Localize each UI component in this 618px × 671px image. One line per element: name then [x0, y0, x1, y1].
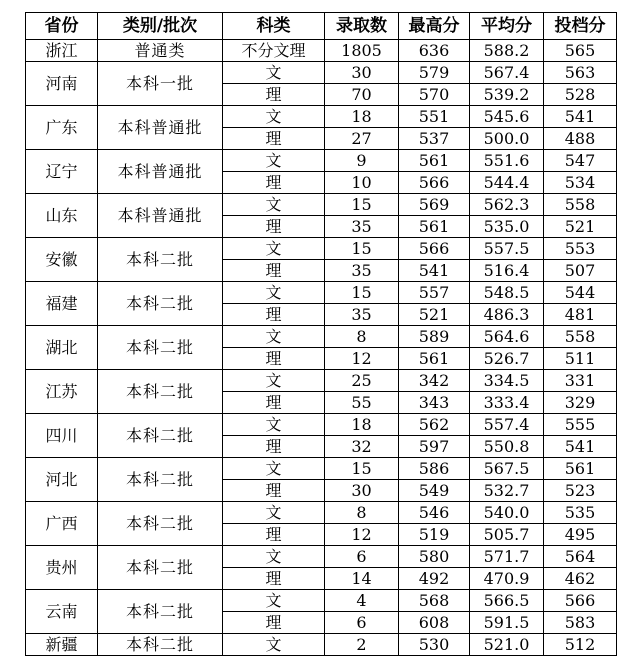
cell-cutoff-score: 563 [544, 62, 617, 84]
cell-cutoff-score: 558 [544, 326, 617, 348]
cell-cutoff-score: 541 [544, 436, 617, 458]
cell-avg-score: 526.7 [470, 348, 544, 370]
cell-track: 理 [223, 480, 325, 502]
header-max-score: 最高分 [399, 13, 470, 40]
cell-max-score: 343 [399, 392, 470, 414]
cell-admitted: 25 [325, 370, 399, 392]
cell-max-score: 530 [399, 634, 470, 656]
cell-admitted: 18 [325, 414, 399, 436]
cell-max-score: 568 [399, 590, 470, 612]
cell-admitted: 9 [325, 150, 399, 172]
cell-cutoff-score: 565 [544, 40, 617, 62]
cell-max-score: 561 [399, 216, 470, 238]
cell-avg-score: 545.6 [470, 106, 544, 128]
cell-track: 文 [223, 62, 325, 84]
cell-admitted: 6 [325, 546, 399, 568]
header-admitted: 录取数 [325, 13, 399, 40]
cell-cutoff-score: 462 [544, 568, 617, 590]
cell-admitted: 12 [325, 348, 399, 370]
cell-track: 文 [223, 546, 325, 568]
table-body [26, 40, 617, 656]
cell-track: 文 [223, 590, 325, 612]
cell-max-score: 557 [399, 282, 470, 304]
cell-track: 理 [223, 128, 325, 150]
table-row [26, 194, 617, 216]
cell-category: 本科普通批 [98, 106, 223, 150]
cell-avg-score: 567.5 [470, 458, 544, 480]
cell-max-score: 551 [399, 106, 470, 128]
cell-max-score: 537 [399, 128, 470, 150]
cell-province: 山东 [26, 194, 98, 238]
header-avg-score: 平均分 [470, 13, 544, 40]
cell-cutoff-score: 481 [544, 304, 617, 326]
table-row [26, 238, 617, 260]
cell-avg-score: 550.8 [470, 436, 544, 458]
cell-cutoff-score: 566 [544, 590, 617, 612]
cell-cutoff-score: 511 [544, 348, 617, 370]
cell-province: 河南 [26, 62, 98, 106]
cell-track: 文 [223, 326, 325, 348]
cell-cutoff-score: 495 [544, 524, 617, 546]
cell-max-score: 579 [399, 62, 470, 84]
header-province: 省份 [26, 13, 98, 40]
cell-avg-score: 333.4 [470, 392, 544, 414]
cell-avg-score: 557.4 [470, 414, 544, 436]
cell-track: 理 [223, 524, 325, 546]
cell-cutoff-score: 541 [544, 106, 617, 128]
cell-track: 理 [223, 612, 325, 634]
cell-max-score: 492 [399, 568, 470, 590]
cell-category: 本科二批 [98, 634, 223, 656]
cell-avg-score: 532.7 [470, 480, 544, 502]
cell-avg-score: 564.6 [470, 326, 544, 348]
table-header [26, 13, 617, 40]
cell-max-score: 566 [399, 238, 470, 260]
cell-track: 理 [223, 260, 325, 282]
cell-admitted: 18 [325, 106, 399, 128]
cell-avg-score: 557.5 [470, 238, 544, 260]
cell-category: 本科二批 [98, 326, 223, 370]
table-row [26, 546, 617, 568]
cell-track: 文 [223, 502, 325, 524]
table-row [26, 502, 617, 524]
cell-cutoff-score: 547 [544, 150, 617, 172]
cell-max-score: 561 [399, 348, 470, 370]
cell-cutoff-score: 331 [544, 370, 617, 392]
cell-track: 理 [223, 172, 325, 194]
cell-track: 理 [223, 568, 325, 590]
cell-category: 本科一批 [98, 62, 223, 106]
cell-province: 新疆 [26, 634, 98, 656]
header-cutoff-score: 投档分 [544, 13, 617, 40]
cell-max-score: 589 [399, 326, 470, 348]
cell-category: 本科二批 [98, 590, 223, 634]
cell-track: 文 [223, 106, 325, 128]
table-row [26, 62, 617, 84]
cell-province: 河北 [26, 458, 98, 502]
cell-max-score: 580 [399, 546, 470, 568]
cell-max-score: 546 [399, 502, 470, 524]
cell-avg-score: 500.0 [470, 128, 544, 150]
cell-admitted: 30 [325, 62, 399, 84]
cell-category: 本科二批 [98, 238, 223, 282]
cell-avg-score: 521.0 [470, 634, 544, 656]
header-category: 类别/批次 [98, 13, 223, 40]
cell-track: 文 [223, 634, 325, 656]
cell-avg-score: 588.2 [470, 40, 544, 62]
cell-category: 本科二批 [98, 502, 223, 546]
cell-province: 福建 [26, 282, 98, 326]
cell-province: 安徽 [26, 238, 98, 282]
cell-track: 文 [223, 194, 325, 216]
cell-max-score: 541 [399, 260, 470, 282]
table-row [26, 458, 617, 480]
cell-admitted: 12 [325, 524, 399, 546]
cell-track: 理 [223, 216, 325, 238]
cell-max-score: 636 [399, 40, 470, 62]
cell-cutoff-score: 553 [544, 238, 617, 260]
cell-admitted: 1805 [325, 40, 399, 62]
cell-province: 辽宁 [26, 150, 98, 194]
cell-track: 理 [223, 304, 325, 326]
cell-track: 文 [223, 238, 325, 260]
cell-avg-score: 544.4 [470, 172, 544, 194]
cell-cutoff-score: 535 [544, 502, 617, 524]
cell-admitted: 15 [325, 194, 399, 216]
table-row [26, 282, 617, 304]
cell-track: 文 [223, 150, 325, 172]
cell-province: 湖北 [26, 326, 98, 370]
header-track: 科类 [223, 13, 325, 40]
cell-avg-score: 486.3 [470, 304, 544, 326]
cell-max-score: 521 [399, 304, 470, 326]
table-row [26, 414, 617, 436]
cell-cutoff-score: 561 [544, 458, 617, 480]
cell-cutoff-score: 512 [544, 634, 617, 656]
table-row [26, 370, 617, 392]
cell-admitted: 6 [325, 612, 399, 634]
cell-cutoff-score: 555 [544, 414, 617, 436]
cell-admitted: 15 [325, 458, 399, 480]
cell-admitted: 10 [325, 172, 399, 194]
cell-category: 本科普通批 [98, 150, 223, 194]
cell-max-score: 569 [399, 194, 470, 216]
cell-avg-score: 470.9 [470, 568, 544, 590]
cell-avg-score: 535.0 [470, 216, 544, 238]
cell-admitted: 30 [325, 480, 399, 502]
cell-cutoff-score: 507 [544, 260, 617, 282]
cell-avg-score: 566.5 [470, 590, 544, 612]
cell-province: 浙江 [26, 40, 98, 62]
cell-admitted: 35 [325, 216, 399, 238]
cell-track: 文 [223, 458, 325, 480]
cell-max-score: 608 [399, 612, 470, 634]
cell-avg-score: 505.7 [470, 524, 544, 546]
cell-admitted: 15 [325, 282, 399, 304]
table-row [26, 150, 617, 172]
cell-max-score: 570 [399, 84, 470, 106]
cell-track: 理 [223, 84, 325, 106]
cell-cutoff-score: 521 [544, 216, 617, 238]
cell-max-score: 586 [399, 458, 470, 480]
cell-category: 本科二批 [98, 414, 223, 458]
cell-admitted: 35 [325, 304, 399, 326]
cell-admitted: 15 [325, 238, 399, 260]
cell-track: 理 [223, 436, 325, 458]
table-row [26, 590, 617, 612]
cell-category: 本科二批 [98, 546, 223, 590]
cell-avg-score: 548.5 [470, 282, 544, 304]
cell-avg-score: 334.5 [470, 370, 544, 392]
cell-avg-score: 591.5 [470, 612, 544, 634]
cell-cutoff-score: 488 [544, 128, 617, 150]
cell-track: 理 [223, 392, 325, 414]
cell-admitted: 27 [325, 128, 399, 150]
cell-admitted: 35 [325, 260, 399, 282]
cell-avg-score: 540.0 [470, 502, 544, 524]
cell-max-score: 342 [399, 370, 470, 392]
cell-province: 贵州 [26, 546, 98, 590]
cell-avg-score: 539.2 [470, 84, 544, 106]
cell-max-score: 597 [399, 436, 470, 458]
cell-cutoff-score: 528 [544, 84, 617, 106]
cell-cutoff-score: 558 [544, 194, 617, 216]
cell-avg-score: 567.4 [470, 62, 544, 84]
admission-score-table [25, 12, 617, 656]
cell-track: 文 [223, 370, 325, 392]
cell-track: 文 [223, 414, 325, 436]
cell-province: 云南 [26, 590, 98, 634]
cell-admitted: 70 [325, 84, 399, 106]
cell-admitted: 14 [325, 568, 399, 590]
cell-track: 不分文理 [223, 40, 325, 62]
table-row [26, 326, 617, 348]
cell-track: 文 [223, 282, 325, 304]
cell-admitted: 4 [325, 590, 399, 612]
cell-cutoff-score: 583 [544, 612, 617, 634]
cell-province: 广西 [26, 502, 98, 546]
cell-max-score: 549 [399, 480, 470, 502]
cell-avg-score: 562.3 [470, 194, 544, 216]
cell-admitted: 8 [325, 326, 399, 348]
header-row [26, 13, 617, 40]
cell-admitted: 2 [325, 634, 399, 656]
cell-track: 理 [223, 348, 325, 370]
cell-cutoff-score: 564 [544, 546, 617, 568]
table-row [26, 40, 617, 62]
cell-admitted: 32 [325, 436, 399, 458]
cell-max-score: 566 [399, 172, 470, 194]
cell-admitted: 8 [325, 502, 399, 524]
table-row [26, 634, 617, 656]
cell-cutoff-score: 534 [544, 172, 617, 194]
cell-category: 本科普通批 [98, 194, 223, 238]
cell-avg-score: 571.7 [470, 546, 544, 568]
cell-avg-score: 516.4 [470, 260, 544, 282]
cell-category: 本科二批 [98, 370, 223, 414]
cell-province: 广东 [26, 106, 98, 150]
cell-avg-score: 551.6 [470, 150, 544, 172]
table-row [26, 106, 617, 128]
cell-province: 江苏 [26, 370, 98, 414]
cell-province: 四川 [26, 414, 98, 458]
cell-cutoff-score: 544 [544, 282, 617, 304]
cell-admitted: 55 [325, 392, 399, 414]
cell-max-score: 519 [399, 524, 470, 546]
cell-category: 普通类 [98, 40, 223, 62]
cell-max-score: 562 [399, 414, 470, 436]
cell-category: 本科二批 [98, 458, 223, 502]
cell-cutoff-score: 329 [544, 392, 617, 414]
cell-max-score: 561 [399, 150, 470, 172]
cell-category: 本科二批 [98, 282, 223, 326]
cell-cutoff-score: 523 [544, 480, 617, 502]
